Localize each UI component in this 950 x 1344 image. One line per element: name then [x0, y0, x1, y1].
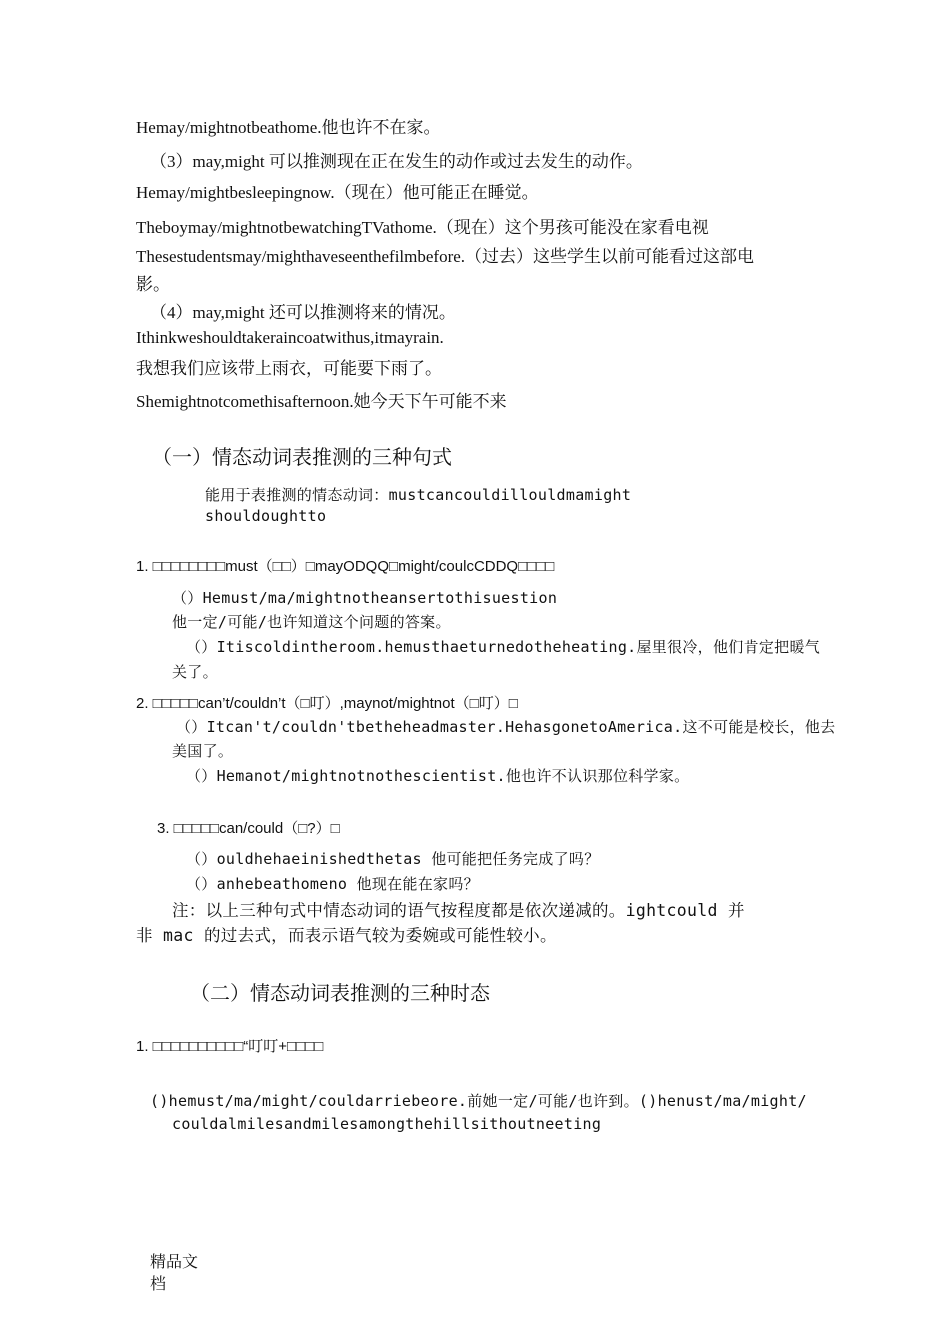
section-heading: （二）情态动词表推测的三种时态: [190, 981, 490, 1005]
text-line: ()hemust/ma/might/couldarriebeore.前她一定/可能/也许到。()henust/ma/might/: [150, 1092, 807, 1110]
text-line: Theboymay/mightnotbewatchingTVathome.（现在）这个男孩可能没在家看电视: [136, 218, 709, 237]
text-line: 他一定/可能/也许知道这个问题的答案。: [172, 613, 451, 631]
text-line: Hemay/mightnotbeathome.他也许不在家。: [136, 118, 441, 137]
text-line: （3）may,might 可以推测现在正在发生的动作或过去发生的动作。: [150, 152, 643, 171]
text-line: 能用于表推测的情态动词：mustcancouldillouldmamight: [205, 486, 632, 504]
footer-line: 精品文: [150, 1252, 199, 1271]
numbered-item: 1. □□□□□□□□□□“叮叮+□□□□: [136, 1038, 324, 1055]
text-line: （4）may,might 还可以推测将来的情况。: [150, 303, 456, 322]
text-line: Ithinkweshouldtakeraincoatwithus,itmayrain.: [136, 328, 444, 347]
text-line: Shemightnotcomethisafternoon.她今天下午可能不来: [136, 392, 507, 411]
numbered-item: 1. □□□□□□□□must（□□）□mayODQQ□might/coulcCDDQ□□□□: [136, 558, 555, 575]
text-line: couldalmilesandmilesamongthehillsithoutneeting: [172, 1115, 602, 1133]
footer-watermark: [150, 1251, 198, 1295]
text-line: （）anhebeathomeno 他现在能在家吗？: [186, 875, 479, 893]
text-line: （）Hemanot/mightnotnothescientist.他也许不认识那位科学家。: [186, 767, 690, 785]
text-line: （）ouldhehaeinishedthetas 他可能把任务完成了吗？: [186, 850, 600, 868]
text-line: 我想我们应该带上雨衣，可能要下雨了。: [136, 359, 442, 378]
numbered-item: 2. □□□□□can’t/couldn’t（□叮）,maynot/mightnot（□叮）□: [136, 695, 518, 712]
text-line: Hemay/mightbesleepingnow.（现在）他可能正在睡觉。: [136, 183, 539, 202]
text-line: 非 mac 的过去式，而表示语气较为委婉或可能性较小。: [136, 926, 557, 945]
numbered-item: 3. □□□□□can/could（□?）□: [157, 820, 340, 837]
text-line: 关了。: [172, 663, 218, 681]
footer-line: 档: [150, 1274, 167, 1293]
text-line: （）Itcan't/couldn'tbetheheadmaster.HehasgonetoAmerica.这不可能是校长，他去: [176, 718, 836, 736]
text-line: 影。: [136, 275, 170, 294]
text-line: （）Itiscoldintheroom.hemusthaeturnedotheheating.屋里很冷，他们肯定把暖气: [186, 638, 821, 656]
text-line: （）Hemust/ma/mightnotheansertothisuestion: [172, 589, 558, 607]
text-line: 注：以上三种句式中情态动词的语气按程度都是依次递减的。ightcould 并: [172, 901, 745, 920]
text-line: 美国了。: [172, 742, 234, 760]
section-heading: （一）情态动词表推测的三种句式: [152, 445, 452, 469]
text-line: shouldoughtto: [205, 507, 327, 525]
text-line: Thesestudentsmay/mighthaveseenthefilmbefore.（过去）这些学生以前可能看过这部电: [136, 247, 755, 266]
